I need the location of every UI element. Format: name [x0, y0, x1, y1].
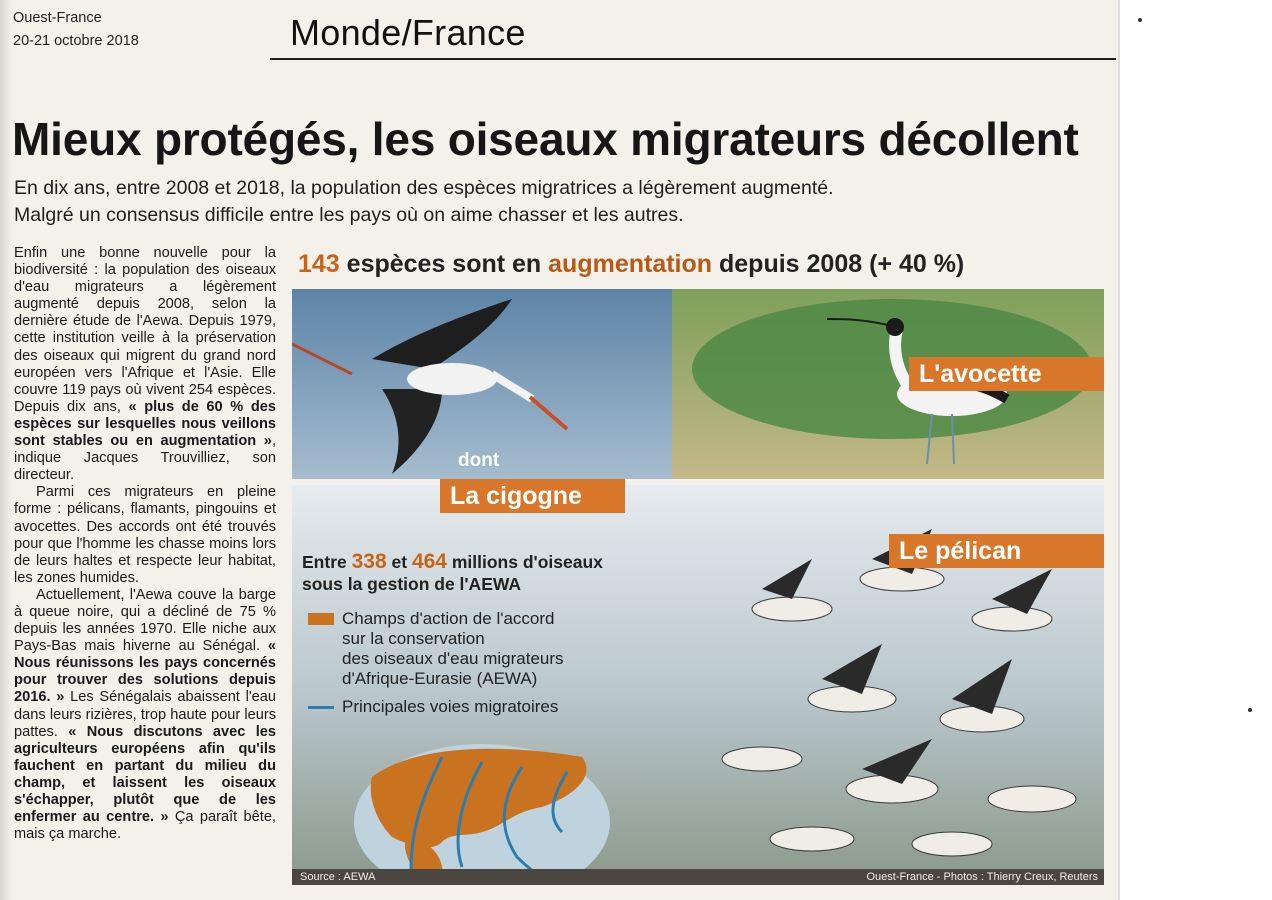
edition-date: 20-21 octobre 2018 — [13, 33, 139, 49]
standfirst-line-2: Malgré un consensus difficile entre les pays où on aime chasser et les autres. — [14, 204, 684, 226]
legend-routes — [306, 697, 564, 717]
globe-map-illustration — [352, 737, 612, 869]
quote-3: « Nous discutons avec les agriculteurs européens afin qu'ils fauchent en partant du milieu du champ, et laissent les oiseaux s'échapper, plutôt que de les enfermer au centre. » — [14, 723, 276, 826]
legend-range-line-4: d'Afrique-Eurasie (AEWA) — [342, 669, 538, 688]
infographic — [292, 247, 1106, 887]
legend-range-swatch — [308, 613, 334, 625]
stats-and: et — [386, 552, 412, 572]
legend-range-line-1: Champs d'action de l'accord — [342, 609, 555, 628]
stats-max: 464 — [411, 550, 447, 573]
paragraph-2: Parmi ces migrateurs en pleine forme : pélicans, flamants, pingouins et avocettes. Des accords ont été trouvés pour que l'homme les chasse moins lors de leurs haltes et respecte leur habitat, les zones humides. — [14, 484, 276, 586]
paragraph-3-mid: Les Sénégalais abaissent l'eau dans leurs rizières, trop haute pour leurs pattes. — [14, 689, 276, 740]
label-avocette: L'avocette — [909, 357, 1104, 391]
standfirst-line-1: En dix ans, entre 2008 et 2018, la population des espèces migratrices a légèrement augmenté. — [14, 177, 834, 199]
legend-range-line-3: des oiseaux d'eau migrateurs — [342, 649, 564, 668]
infographic-headline — [298, 247, 964, 281]
margin-speck — [1138, 18, 1142, 22]
paragraph-1-text: Enfin une bonne nouvelle pour la biodiversité : la population des oiseaux d'eau migrateurs a légèrement augmenté depuis 2008, selon la dernière étude de l'Aewa. Depuis 1979, cette institution veille à la préservation des oiseaux qui migrent du grand nord européen vers l'Afrique et l'Asie. Elle couvre 119 pays où vivent 254 espèces. Depuis dix ans, — [14, 245, 276, 415]
paragraph-3 — [14, 587, 276, 843]
paragraph-1-tail: , indique Jacques Trouvilliez, son directeur. — [14, 433, 276, 484]
masthead-rule — [270, 58, 1116, 60]
headline: Mieux protégés, les oiseaux migrateurs décollent — [12, 113, 1079, 165]
stats-suffix: millions d'oiseaux — [447, 552, 603, 572]
section-title: Monde/France — [290, 12, 526, 53]
species-count: 143 — [298, 250, 340, 278]
photo-credit: Ouest-France - Photos : Thierry Creux, Reuters — [866, 871, 1098, 883]
source-credit: Source : AEWA — [300, 871, 376, 883]
stats-line-1 — [302, 551, 603, 573]
stats-min: 338 — [351, 550, 387, 573]
paragraph-3-text: Actuellement, l'Aewa couve la barge à queue noire, qui a décliné de 75 % depuis les années 1970. Elle niche aux Pays-Bas mais hiverne au Sénégal. — [14, 586, 276, 655]
headline-keyword: augmentation — [548, 250, 713, 278]
legend-route-swatch — [308, 706, 334, 709]
photo-divider — [292, 479, 1104, 485]
headline-end: depuis 2008 (+ 40 %) — [712, 250, 965, 278]
label-dont: dont — [458, 450, 500, 471]
quote-1: « plus de 60 % des espèces sur lesquelles nous veillons sont stables ou en augmentation » — [14, 398, 276, 450]
article-body — [14, 245, 276, 843]
quote-2: « Nous réunissons les pays concernés pour trouver des solutions depuis 2016. » — [14, 638, 276, 706]
label-cigogne: La cigogne — [440, 479, 625, 513]
photo-collage — [292, 289, 1104, 869]
stats-prefix: Entre — [302, 552, 352, 572]
label-pelican: Le pélican — [889, 534, 1104, 568]
legend-range-line-2: sur la conservation — [342, 629, 485, 648]
bird-population-stats — [302, 551, 603, 595]
map-legend — [306, 609, 564, 725]
standfirst — [14, 175, 834, 229]
credit-bar — [292, 869, 1104, 885]
stats-line-2: sous la gestion de l'AEWA — [302, 574, 522, 594]
newspaper-name: Ouest-France — [13, 10, 102, 26]
legend-routes-label: Principales voies migratoires — [342, 697, 559, 716]
aewa-map — [352, 737, 612, 869]
paragraph-3-tail: Ça paraît bête, mais ça marche. — [14, 809, 276, 843]
margin-speck — [1248, 708, 1252, 712]
headline-mid: espèces sont en — [339, 250, 549, 278]
paragraph-1 — [14, 245, 276, 484]
legend-range — [306, 609, 564, 689]
